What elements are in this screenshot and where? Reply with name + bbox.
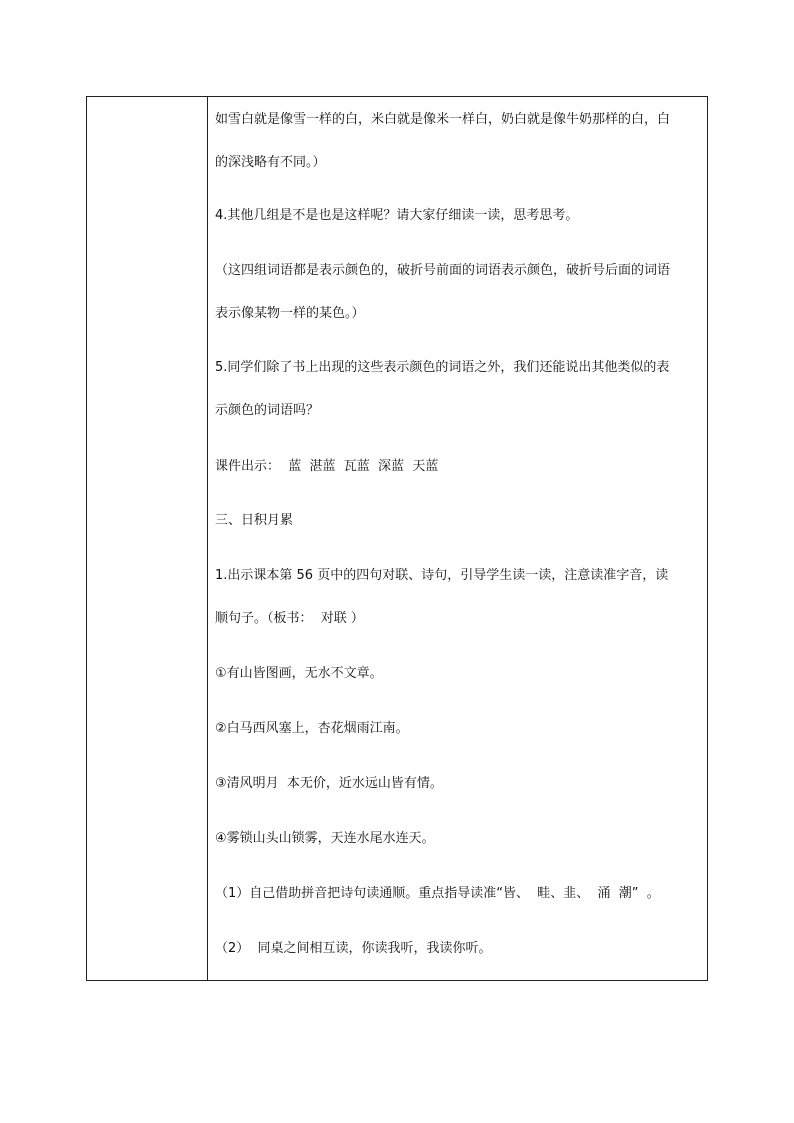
lesson-table	[86, 96, 708, 981]
text-line-11: 顺句子。（板书： 对联 ）	[215, 611, 364, 626]
text-line-7: 示颜色的词语吗？	[215, 403, 320, 418]
couplet-4: ④雾锁山头山锁雾，天连水尾水连天。	[215, 831, 435, 846]
text-line-6: 5.同学们除了书上出现的这些表示颜色的词语之外，我们还能说出其他类似的表	[215, 360, 670, 375]
section-heading: 三、日积月累	[215, 513, 294, 528]
text-line-3: 4.其他几组是不是也是这样呢？请大家仔细读一读，思考思考。	[215, 208, 579, 223]
text-line-5: 表示像某物一样的某色。）	[215, 306, 365, 321]
text-line-10: 1.出示课本第 56 页中的四句对联、诗句，引导学生读一读，注意读准字音，读	[215, 568, 669, 583]
couplet-3: ③清风明月 本无价，近水远山皆有情。	[215, 776, 443, 791]
text-line-2: 的深浅略有不同。）	[215, 155, 326, 170]
couplet-2: ②白马西风塞上，杏花烟雨江南。	[215, 721, 409, 736]
table-left-column	[87, 97, 208, 980]
text-line-1: 如雪白就是像雪一样的白，米白就是像米一样白，奶白就是像牛奶那样的白，白	[215, 112, 671, 127]
table-content-column	[208, 97, 707, 980]
instruction-2: （2） 同桌之间相互读，你读我听，我读你听。	[215, 941, 492, 956]
instruction-1: （1）自己借助拼音把诗句读通顺。重点指导读准“皆、 畦、韭、 涌 潮” 。	[215, 886, 660, 901]
text-line-8: 课件出示： 蓝 湛蓝 瓦蓝 深蓝 天蓝	[215, 459, 439, 474]
text-line-4: （这四组词语都是表示颜色的，破折号前面的词语表示颜色，破折号后面的词语	[215, 263, 671, 278]
couplet-1: ①有山皆图画，无水不文章。	[215, 666, 383, 681]
